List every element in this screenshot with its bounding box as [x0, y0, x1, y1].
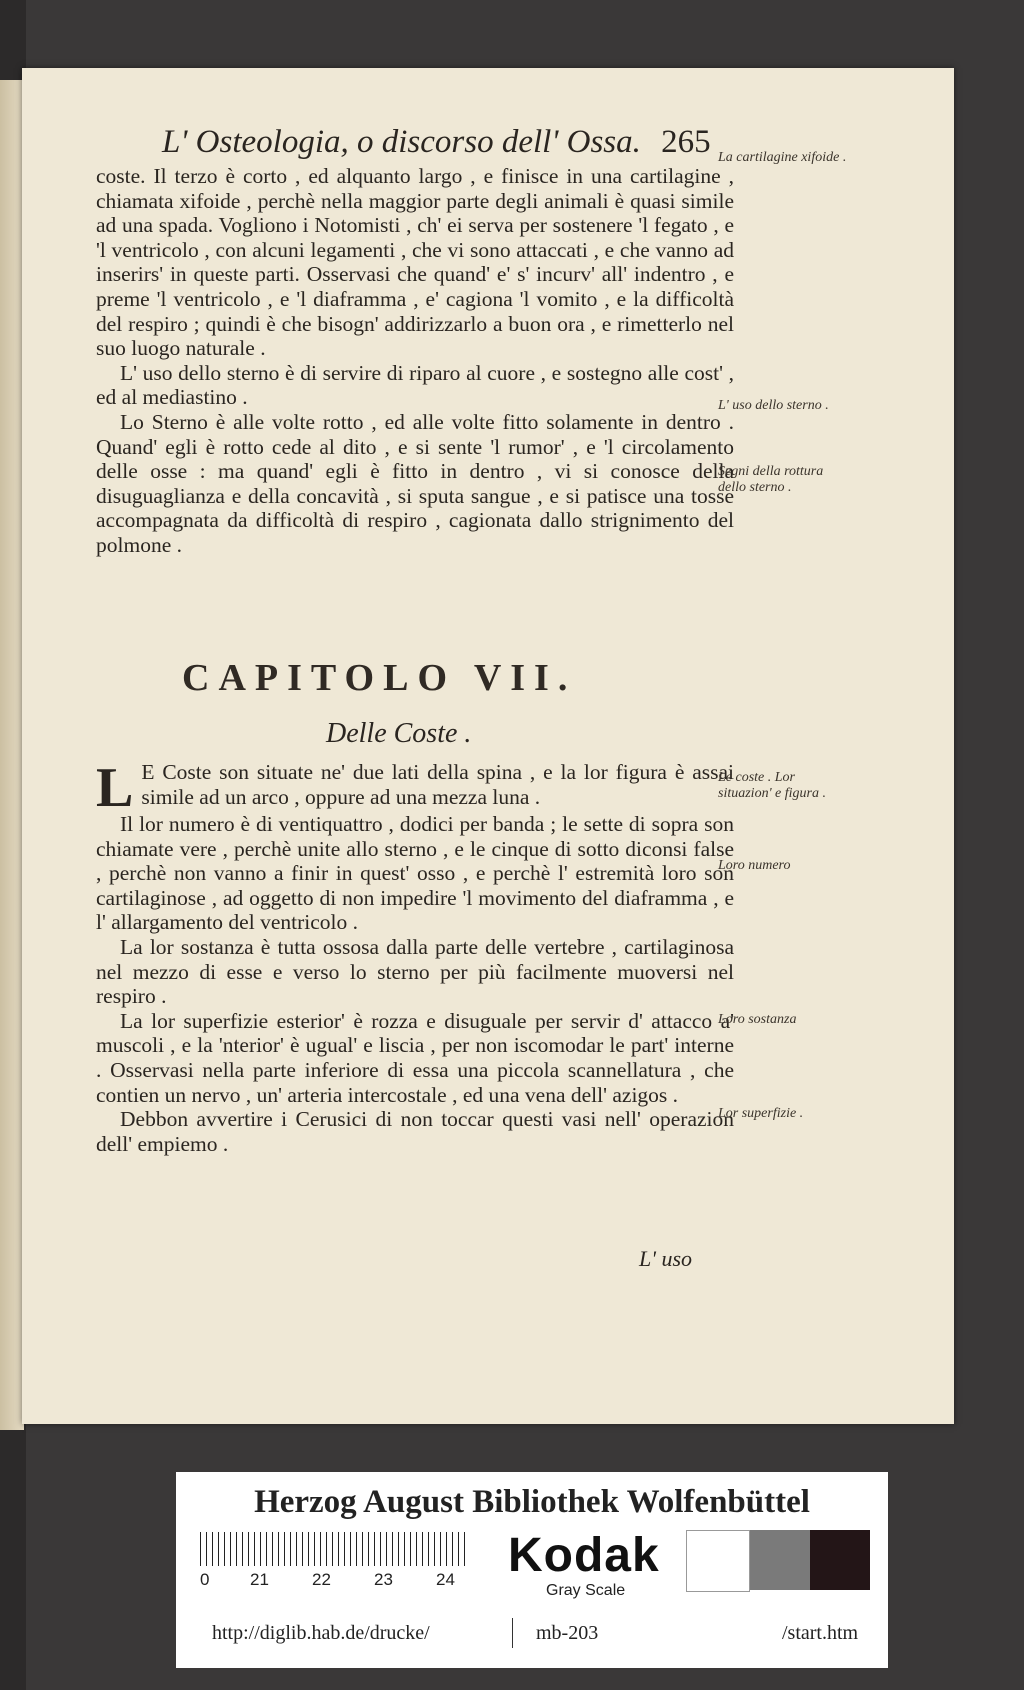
chapter-subtitle: Delle Coste . — [326, 718, 472, 749]
ruler-ticks — [200, 1532, 470, 1566]
kodak-logo: Kodak — [508, 1529, 660, 1582]
paragraph-text: E Coste son situate ne' due lati della spina , e la lor figura è assai simile ad un arco , oppure ad una mezza luna . — [141, 760, 734, 809]
margin-note: Lor superfizie . — [718, 1106, 804, 1121]
margin-note: Loro sostanza — [718, 1012, 797, 1027]
paragraph — [96, 757, 734, 819]
library-name: Herzog August Bibliothek Wolfenbüttel — [254, 1484, 810, 1520]
margin-note: Loro numero — [718, 858, 791, 873]
black-swatch — [810, 1530, 870, 1590]
ruler-label: 23 — [374, 1570, 393, 1589]
white-swatch — [686, 1530, 750, 1592]
gray-swatch — [750, 1530, 810, 1590]
paragraph: L' uso dello sterno è di servire di riparo al cuore , e sostegno alle cost' , ed al mediastino . — [96, 360, 734, 410]
text-block-sternum — [96, 164, 734, 558]
ruler-label: 24 — [436, 1570, 455, 1589]
url-right: /start.htm — [782, 1622, 859, 1644]
running-head-title: L' Osteologia, o discorso dell' Ossa. — [162, 124, 641, 160]
margin-note: Segni della rottura dello sterno . — [718, 464, 824, 495]
margin-note: La cartilagine xifoide . — [718, 150, 847, 165]
page-content — [22, 68, 954, 1424]
url-separator — [512, 1618, 513, 1648]
page-number: 265 — [661, 124, 711, 160]
running-head — [162, 124, 722, 161]
url-left: http://diglib.hab.de/drucke/ — [212, 1622, 430, 1644]
book-page — [22, 68, 954, 1424]
url-mid: mb-203 — [536, 1622, 599, 1644]
ruler-label: 21 — [250, 1570, 269, 1589]
paragraph: Il lor numero è di ventiquattro , dodici per banda ; le sette di sopra son chiamate vere , perchè unite allo sterno , e le cinque di sotto diconsi false , perchè non vanno a finir in quest' osso , e perchè l' estremità loro son cartilaginose , ad oggetto di non impedire 'l movimento del diaframma , e l' allargamento del ventricolo . — [96, 812, 734, 935]
margin-note: L' uso dello sterno . — [718, 398, 829, 413]
gray-scale-label: Gray Scale — [546, 1582, 626, 1599]
drop-cap: L — [96, 757, 134, 819]
paragraph: Lo Sterno è alle volte rotto , ed alle volte fitto solamente in dentro . Quand' egli è rotto cede al dito , e si sente 'l rumor' , e 'l circolamento delle osse : ma quand' egli è fitto in dentro , vi si conosce della disuguaglianza e della concavità , si sputa sangue , e si patisce una tosse accompagnata da difficoltà di respiro , cagionata dallo strignimento del polmone . — [96, 409, 734, 557]
ruler-label: 0 — [200, 1570, 210, 1589]
text-block-ribs — [96, 757, 734, 1156]
catchword: L' uso — [639, 1246, 693, 1271]
scale-ruler — [200, 1532, 470, 1590]
paragraph: Debbon avvertire i Cerusici di non toccar questi vasi nell' operazion dell' empiemo . — [96, 1107, 734, 1156]
paragraph: La lor superfizie esterior' è rozza e disuguale per servir d' attacco a' muscoli , e la 'nterior' è ugual' e liscia , per non iscomodar le part' interne . Osservasi nella parte inferiore di essa una piccola scannellatura , che contien un nervo , un' arteria intercostale , ed una vena dell' azigos . — [96, 1008, 734, 1107]
paragraph: La lor sostanza è tutta ossosa dalla parte delle vertebre , cartilaginosa nel mezzo di esse e verso lo sterno per più facilmente muoversi nel respiro . — [96, 934, 734, 1009]
ruler-label: 22 — [312, 1570, 331, 1589]
margin-note: Le coste . Lor situazion' e figura . — [718, 770, 827, 801]
chapter-heading: CAPITOLO VII. — [182, 657, 577, 699]
paragraph: coste. Il terzo è corto , ed alquanto largo , e finisce in una cartilagine , chiamata xifoide , perchè nella maggior parte degli animali è quasi simile ad una spada. Vogliono i Notomisti , ch' ei serva per sostenere 'l fegato , e 'l ventricolo , con alcuni legamenti , che vi sono attaccati , e che vanno ad inserirs' in queste parti. Osservasi che quand' e' s' incurv' all' indentro , e preme 'l ventricolo , e 'l diaframma , e' cagiona 'l vomito , e la difficoltà del respiro ; quindi è che bisogn' addirizzarlo a buon ora , e rimetterlo nel suo luogo naturale . — [96, 164, 734, 361]
previous-page-edge — [0, 80, 24, 1430]
kodak-color-bar — [176, 1472, 888, 1668]
